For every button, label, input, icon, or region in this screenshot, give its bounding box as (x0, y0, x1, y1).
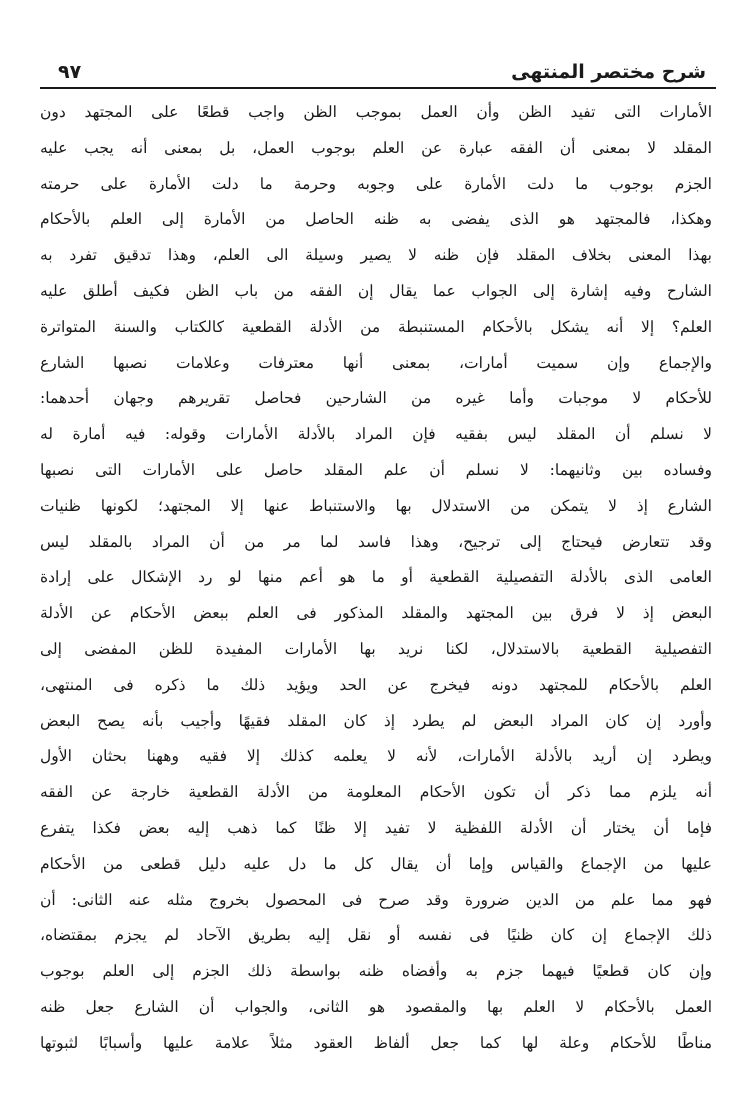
text-line: عليها من الإجماع والقياس وإما أن يقال كل ما دل عليه دليل قطعى من الأحكام (40, 854, 712, 873)
text-line: البعض إذ لا فرق بين المجتهد والمقلد المذكور فى العلم ببعض الأحكام عن الأدلة (40, 604, 712, 623)
running-header (40, 58, 712, 86)
text-line: العامى الذى بالأدلة التفصيلية القطعية أو ما هو أعم منها لو رد الإشكال على إرادة (40, 568, 712, 587)
text-line: وهكذا، فالمجتهد هو الذى يفضى به ظنه الحاصل من الأمارة إلى العلم بالأحكام (40, 210, 712, 229)
text-line: المقلد لا بمعنى أن الفقه عبارة عن العلم بوجوب العمل، بل بمعنى أنه يجب عليه (40, 138, 712, 157)
text-line: فهو مما علم من الدين ضرورة وقد صرح فى المحصول بخروج مثله عنه الثانى: أن (40, 890, 712, 909)
text-line: العلم؟ إلا أنه يشكل بالأحكام المستنبطة من الأدلة القطعية كالكتاب والسنة المتواترة (40, 317, 712, 336)
text-line: فإما أن يختار أن الأدلة اللفظية لا تفيد إلا ظنًا كما ذهب إليه بعض فكذا يتفرع (40, 818, 712, 837)
text-line: الجزم بوجوب ما دلت الأمارة على وجوبه وحرمة ما دلت الأمارة على حرمته (40, 174, 712, 193)
text-line: الشارح وفيه إشارة إلى الجواب عما يقال إن الفقه من باب الظن فكيف أطلق عليه (40, 281, 712, 300)
page-number: ٩٧ (58, 61, 82, 83)
text-line: وقد تتعارض فيحتاج إلى ترجيح، وهذا فاسد لما مر من أن المراد بالمقلد ليس (40, 532, 712, 551)
text-line: بهذا المعنى بخلاف المقلد فإن ظنه لا يصير وسيلة الى العلم، وهذا تدقيق تفرد به (40, 246, 712, 265)
text-line: والإجماع وإن سميت أمارات، بمعنى أنها معترفات وعلامات نصبها الشارع (40, 353, 712, 372)
text-line: التفصيلية القطعية بالاستدلال، لكنا نريد بها الأمارات المفيدة للظن المفضى إلى (40, 639, 712, 658)
text-line: وإن كان قطعيًا فيهما جزم به وأفضاه ظنه بواسطة ذلك الجزم إلى العلم بوجوب (40, 962, 712, 981)
text-line: وفساده بين وثانيهما: لا نسلم أن علم المقلد حاصل على الأمارات التى نصبها (40, 460, 712, 479)
text-line: الشارع إذ لا يتمكن من الاستدلال بها والاستنباط عنها إلا المجتهد؛ لكونها ظنيات (40, 496, 712, 515)
text-line: العمل بالأحكام لا العلم بها والمقصود هو الثانى، والجواب أن الشارع جعل ظنه (40, 997, 712, 1016)
text-line: ذلك الإجماع إن كان ظنيًا فى نفسه أو نقل إليه بطريق الآحاد لم يجزم بمقتضاه، (40, 926, 712, 945)
running-title: شرح مختصر المنتهى (511, 61, 706, 83)
text-line: مناطًا للأحكام وعلة لها كما جعل ألفاظ العقود مثلاً علامة عليها وأسبابًا لثبوتها (40, 1033, 712, 1052)
text-line: العلم بالأحكام للمجتهد دونه فيخرج عن الحد ويؤيد ذلك ما ذكره فى المنتهى، (40, 675, 712, 694)
text-line: ويطرد إن أريد بالأدلة الأمارات، لأنه لا يعلمه كذلك إلا فقيه وههنا بحثان الأول (40, 747, 712, 766)
text-line: أنه يلزم مما ذكر أن تكون الأحكام المعلومة من الأدلة القطعية خارجة عن الفقه (40, 783, 712, 802)
text-line: الأمارات التى تفيد الظن وأن العمل بموجب الظن واجب قطعًا على المجتهد دون (40, 103, 712, 121)
text-line: لا نسلم أن المقلد ليس بفقيه فإن المراد بالأدلة الأمارات وقوله: فيه أمارة له (40, 425, 712, 444)
body-text (40, 95, 712, 1062)
text-line: للأحكام لا موجبات وأما غيره من الشارحين فحاصل تقريرهم وجهان أحدهما: (40, 389, 712, 408)
header-rule (40, 87, 716, 89)
text-line: وأورد إن كان المراد البعض لم يطرد إذ كان المقلد فقيهًا وأجيب بأنه يصح البعض (40, 711, 712, 730)
